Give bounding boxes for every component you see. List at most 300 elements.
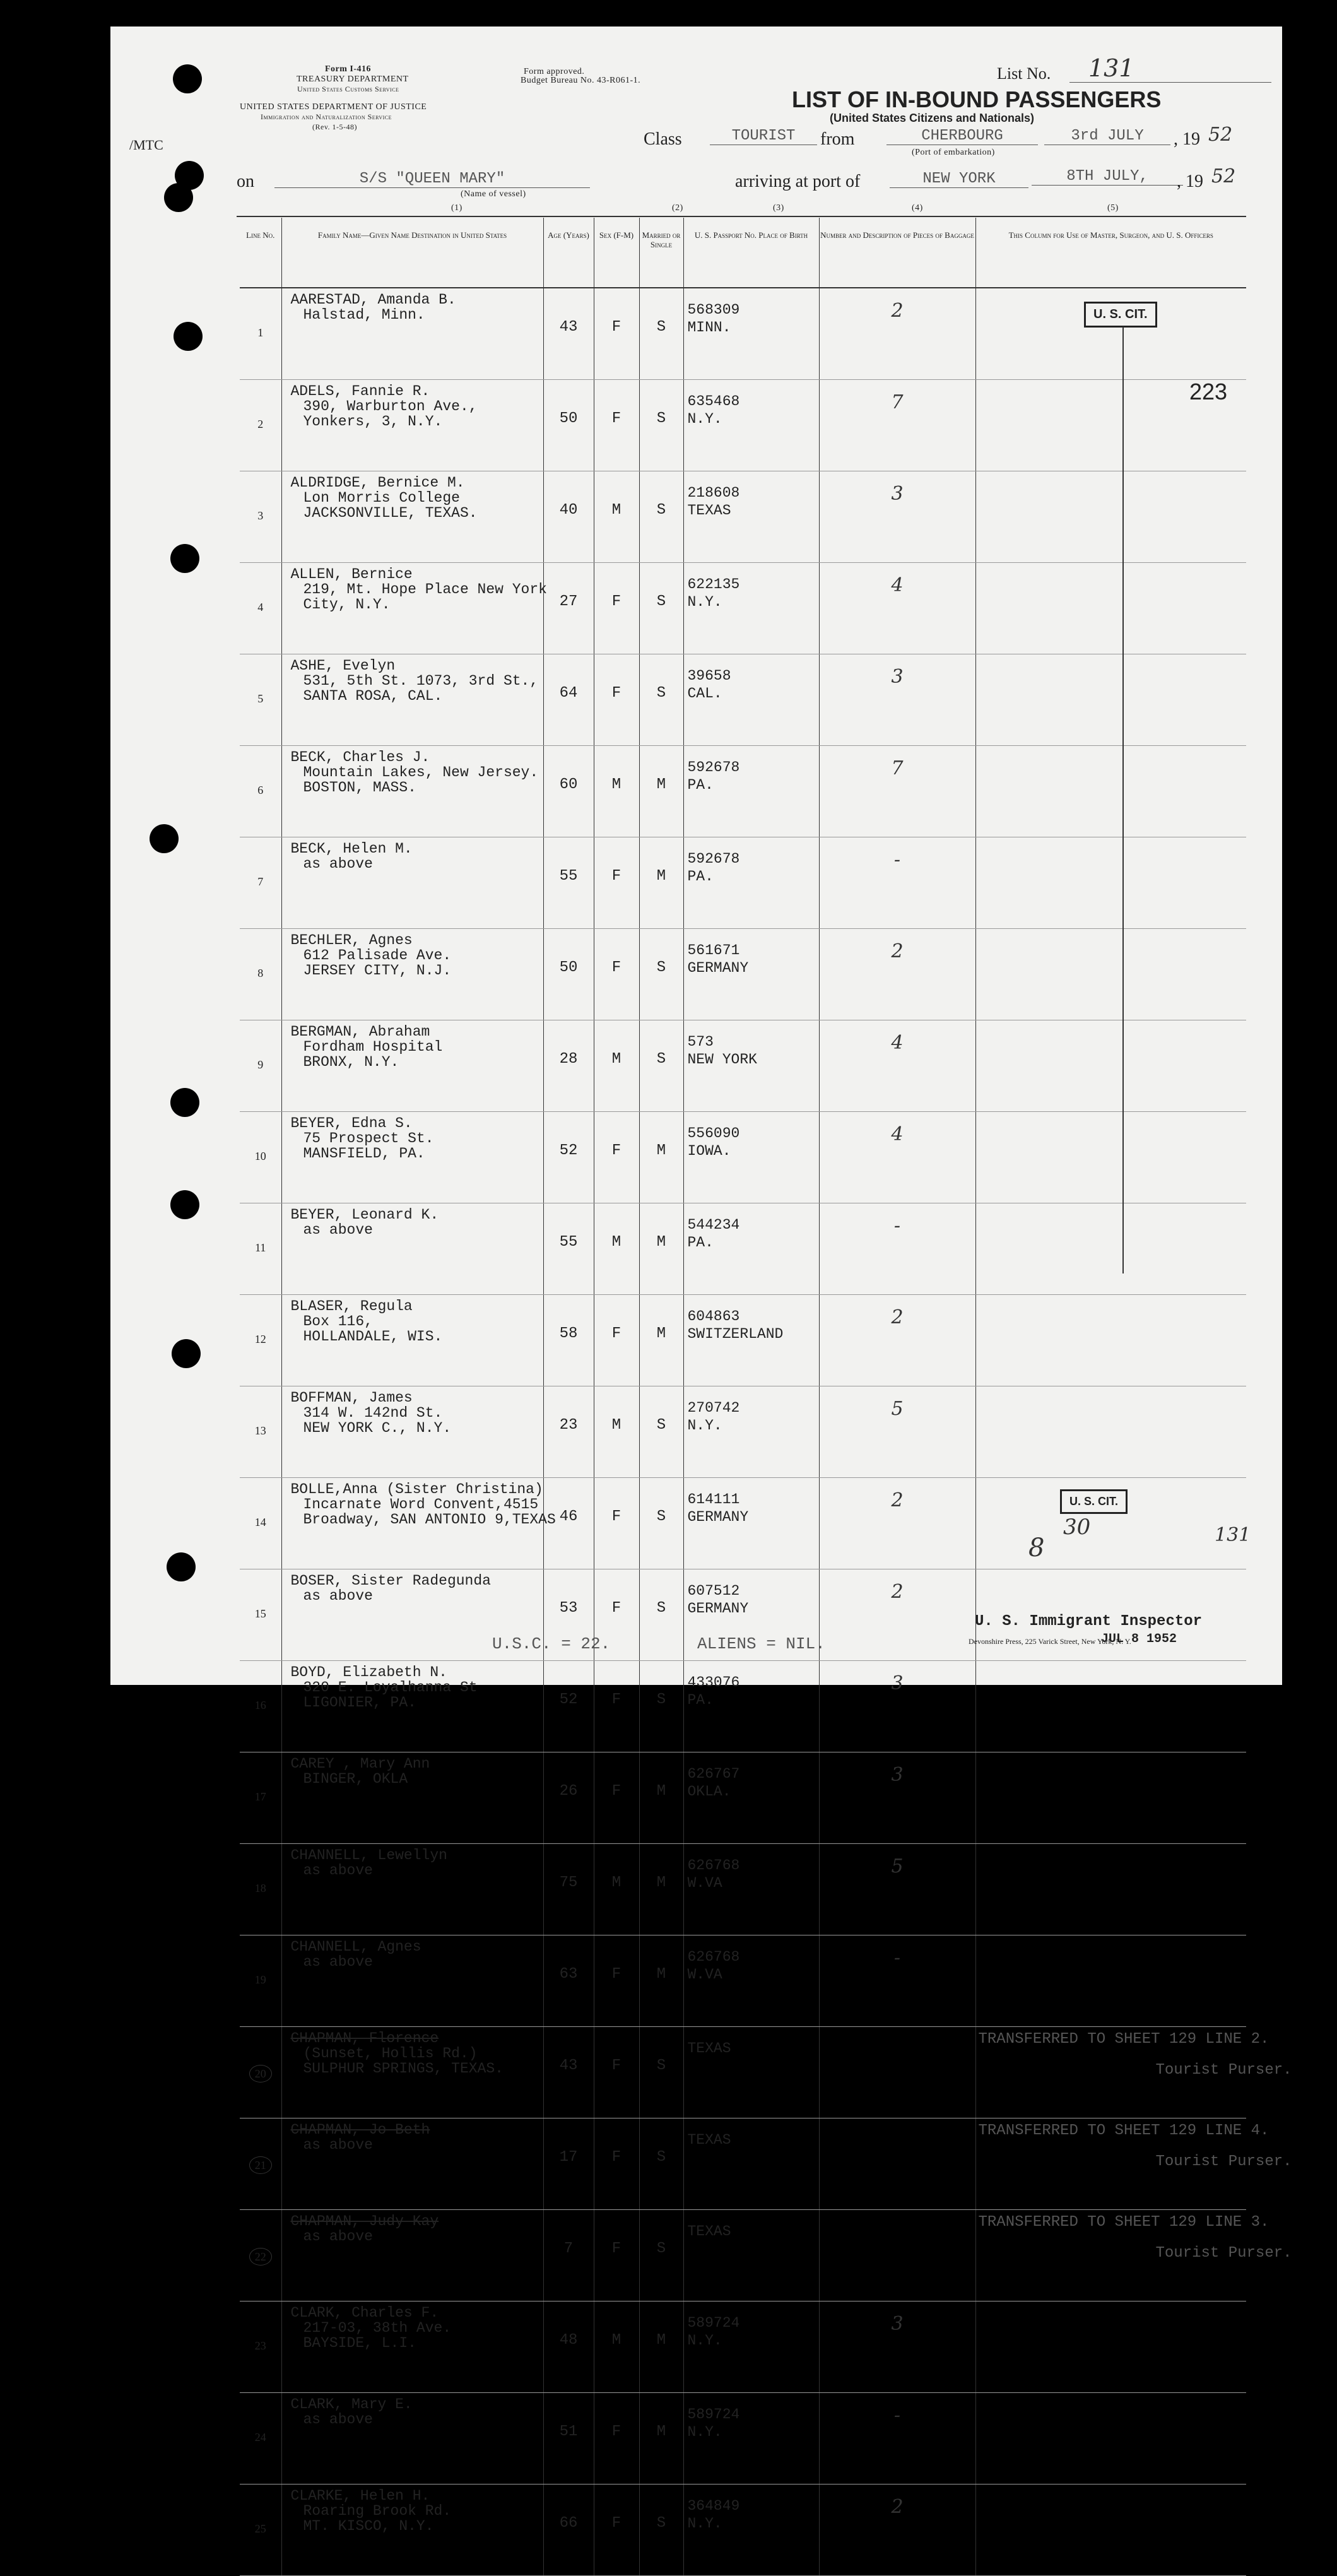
place-of-birth: IOWA. — [687, 1143, 731, 1159]
officers-cell — [975, 1020, 1246, 1112]
line-number: 17 — [254, 1790, 266, 1803]
passport-cell — [683, 1935, 819, 2027]
table-row — [240, 2484, 1246, 2576]
line-number: 7 — [257, 875, 264, 888]
approved-label: Form approved. — [524, 67, 585, 76]
address-line-1: as above — [303, 1862, 373, 1879]
depart-date: 3rd JULY — [1044, 127, 1170, 145]
passenger-name: CAREY , Mary Ann — [290, 1756, 430, 1772]
form-title: LIST OF IN-BOUND PASSENGERS — [792, 86, 1162, 112]
transfer-note: TRANSFERRED TO SHEET 129 LINE 2. — [978, 2031, 1269, 2048]
line-number: 22 — [249, 2248, 272, 2266]
passport-cell — [683, 2210, 819, 2301]
name-cell — [281, 2210, 543, 2301]
col-header-baggage: Number and Description of Pieces of Baggage — [819, 218, 975, 288]
table-row — [240, 471, 1246, 563]
binder-hole — [170, 544, 199, 573]
baggage-cell: - — [819, 1203, 975, 1295]
marital-cell: S — [639, 1478, 683, 1569]
marital-cell: S — [639, 654, 683, 746]
line-cell — [240, 837, 281, 929]
bracket-line — [1122, 327, 1124, 1273]
justice-label: UNITED STATES DEPARTMENT OF JUSTICE — [240, 102, 427, 112]
marital-cell: M — [639, 837, 683, 929]
marital-cell: S — [639, 2210, 683, 2301]
name-cell — [281, 380, 543, 471]
col-header-passport: U. S. Passport No. Place of Birth — [683, 218, 819, 288]
table-row — [240, 2118, 1246, 2210]
table-row — [240, 654, 1246, 746]
baggage-cell: 3 — [819, 471, 975, 563]
line-number: 19 — [254, 1973, 266, 1986]
marital-cell: M — [639, 1203, 683, 1295]
address-line-2: BOSTON, MASS. — [303, 779, 416, 796]
line-number: 10 — [254, 1150, 266, 1162]
table-row — [240, 1935, 1246, 2027]
line-cell — [240, 2027, 281, 2118]
col-num-5: (5) — [1107, 203, 1119, 213]
passport-cell — [683, 2118, 819, 2210]
address-line-2: SULPHUR SPRINGS, TEXAS. — [303, 2060, 504, 2077]
address-line-1: Fordham Hospital — [303, 1039, 443, 1055]
name-cell — [281, 288, 543, 380]
us-citizen-stamp: U. S. CIT. — [1084, 302, 1157, 328]
officers-cell — [975, 471, 1246, 563]
sex-cell: F — [594, 1478, 639, 1569]
passport-cell — [683, 1478, 819, 1569]
age-cell: 28 — [543, 1020, 594, 1112]
line-cell — [240, 2118, 281, 2210]
purser-note: Tourist Purser. — [1155, 2062, 1292, 2079]
sex-cell: F — [594, 380, 639, 471]
marital-cell: S — [639, 1569, 683, 1661]
jul-date-stamp: JUL 8 1952 — [1101, 1632, 1177, 1646]
table-row — [240, 1112, 1246, 1203]
age-cell: 51 — [543, 2393, 594, 2484]
address-line-1: 612 Palisade Ave. — [303, 947, 452, 964]
officers-cell — [975, 2118, 1292, 2210]
line-cell — [240, 471, 281, 563]
address-line-1: 219, Mt. Hope Place New York — [303, 581, 547, 598]
marital-cell: S — [639, 1386, 683, 1478]
place-of-birth: PA. — [687, 1234, 714, 1251]
name-cell — [281, 1661, 543, 1752]
place-of-birth: N.Y. — [687, 2332, 722, 2349]
address-line-2: Yonkers, 3, N.Y. — [303, 413, 443, 430]
name-cell — [281, 563, 547, 654]
officers-cell — [975, 746, 1246, 837]
place-of-birth: N.Y. — [687, 2515, 722, 2532]
line-number: 3 — [257, 509, 264, 522]
line-number: 2 — [257, 418, 264, 430]
passenger-name: CHAPMAN, Florence — [290, 2030, 439, 2047]
baggage-cell: 3 — [819, 1752, 975, 1844]
age-cell: 50 — [543, 380, 594, 471]
sex-cell: F — [594, 2118, 639, 2210]
table-row — [240, 2027, 1246, 2118]
name-cell — [281, 654, 543, 746]
passport-cell — [683, 471, 819, 563]
age-cell: 52 — [543, 1661, 594, 1752]
marital-cell: S — [639, 1661, 683, 1752]
marital-cell: M — [639, 1112, 683, 1203]
officers-cell — [975, 837, 1246, 929]
address-line-1: Box 116, — [303, 1313, 373, 1330]
marital-cell: M — [639, 1752, 683, 1844]
passport-number: 218608 — [687, 485, 740, 501]
marital-cell: S — [639, 2027, 683, 2118]
place-of-birth: W.VA — [687, 1966, 722, 1983]
baggage-cell — [819, 2210, 975, 2301]
customs-label: United States Customs Service — [297, 85, 399, 93]
from-label: from — [820, 129, 855, 149]
age-cell: 46 — [543, 1478, 594, 1569]
vessel-name: S/S "QUEEN MARY" — [274, 170, 590, 188]
inspector-label: U. S. Immigrant Inspector — [975, 1613, 1203, 1630]
place-of-birth: TEXAS — [687, 2132, 731, 2148]
address-line-1: 217-03, 38th Ave. — [303, 2320, 452, 2336]
sex-cell: F — [594, 2027, 639, 2118]
sex-cell: F — [594, 1661, 639, 1752]
age-cell: 55 — [543, 837, 594, 929]
col-header-sex: Sex (F-M) — [594, 218, 639, 288]
baggage-cell — [819, 2118, 975, 2210]
passport-cell — [683, 1295, 819, 1386]
address-line-1: as above — [303, 1588, 373, 1604]
address-line-2: BINGER, OKLA — [303, 1771, 408, 1787]
place-of-birth: TEXAS — [687, 2040, 731, 2057]
age-cell: 23 — [543, 1386, 594, 1478]
address-line-1: as above — [303, 1222, 373, 1238]
marital-cell: M — [639, 1844, 683, 1935]
footer-aliens: ALIENS = NIL. — [697, 1634, 825, 1653]
sex-cell: F — [594, 563, 639, 654]
line-number: 6 — [257, 784, 264, 796]
age-cell: 75 — [543, 1844, 594, 1935]
passport-number: 364849 — [687, 2498, 740, 2514]
on-label: on — [237, 172, 254, 191]
purser-note: Tourist Purser. — [1155, 2245, 1292, 2262]
name-cell — [281, 837, 543, 929]
line-number: 12 — [254, 1333, 266, 1345]
baggage-cell: 5 — [819, 1386, 975, 1478]
address-line-1: Mountain Lakes, New Jersey. — [303, 764, 539, 781]
age-cell: 7 — [543, 2210, 594, 2301]
age-cell: 60 — [543, 746, 594, 837]
name-cell — [281, 471, 543, 563]
line-number: 1 — [257, 326, 264, 339]
table-row — [240, 2210, 1246, 2301]
passenger-name: CLARK, Charles F. — [290, 2305, 439, 2321]
name-cell — [281, 1203, 543, 1295]
marital-cell: S — [639, 288, 683, 380]
sex-cell: F — [594, 2484, 639, 2576]
passport-number: 622135 — [687, 576, 740, 593]
address-line-1: 390, Warburton Ave., — [303, 398, 478, 415]
passenger-name: BECK, Charles J. — [290, 749, 430, 765]
passport-number: 626768 — [687, 1857, 740, 1874]
marital-cell: M — [639, 746, 683, 837]
address-line-2: Broadway, SAN ANTONIO 9,TEXAS — [303, 1511, 556, 1528]
address-line-1: as above — [303, 2411, 373, 2428]
baggage-cell: - — [819, 837, 975, 929]
sex-cell: M — [594, 1020, 639, 1112]
name-cell — [281, 2393, 543, 2484]
address-line-2: JACKSONVILLE, TEXAS. — [303, 505, 478, 521]
passenger-name: CHAPMAN, Jo Beth — [290, 2122, 430, 2138]
binder-hole — [172, 1339, 201, 1368]
passenger-name: ASHE, Evelyn — [290, 658, 396, 674]
line-cell — [240, 1112, 281, 1203]
purser-note: Tourist Purser. — [1155, 2153, 1292, 2170]
baggage-cell: 2 — [819, 1295, 975, 1386]
ins-label: Immigration and Naturalization Service — [261, 112, 392, 121]
table-row — [240, 1203, 1246, 1295]
address-line-2: MT. KISCO, N.Y. — [303, 2518, 434, 2534]
passport-cell — [683, 2301, 819, 2393]
passport-number: 604863 — [687, 1308, 740, 1325]
col-header-married: Married or Single — [639, 218, 683, 288]
passport-number: 626767 — [687, 1766, 740, 1782]
line-number: 20 — [249, 2065, 272, 2083]
line-cell — [240, 380, 281, 471]
list-no-label: List No. — [997, 64, 1051, 83]
baggage-cell: 7 — [819, 746, 975, 837]
line-number: 13 — [254, 1424, 266, 1437]
line-cell — [240, 1661, 281, 1752]
passenger-name: CHANNELL, Agnes — [290, 1939, 421, 1955]
table-row — [240, 563, 1246, 654]
line-cell — [240, 2210, 281, 2301]
name-cell — [281, 746, 543, 837]
baggage-cell: 2 — [819, 2484, 975, 2576]
line-number: 4 — [257, 601, 264, 613]
passenger-name: BOSER, Sister Radegunda — [290, 1573, 491, 1589]
passenger-name: BLASER, Regula — [290, 1298, 413, 1315]
col-num-4: (4) — [912, 203, 923, 213]
name-cell — [281, 2027, 543, 2118]
table-row — [240, 1295, 1246, 1386]
passport-cell — [683, 1020, 819, 1112]
col-num-3: (3) — [773, 203, 784, 213]
address-line-1: 75 Prospect St. — [303, 1130, 434, 1147]
sex-cell: M — [594, 471, 639, 563]
baggage-cell: - — [819, 2393, 975, 2484]
binder-hole — [164, 183, 193, 212]
count-223: 223 — [1189, 379, 1228, 405]
baggage-cell: 4 — [819, 1020, 975, 1112]
passport-cell — [683, 1752, 819, 1844]
address-line-2: JERSEY CITY, N.J. — [303, 962, 452, 979]
place-of-birth: TEXAS — [687, 502, 731, 519]
sex-cell: M — [594, 746, 639, 837]
marital-cell: S — [639, 380, 683, 471]
table-row — [240, 2301, 1246, 2393]
officers-cell — [975, 2484, 1246, 2576]
passenger-name: CHANNELL, Lewellyn — [290, 1847, 447, 1864]
arrival-date: 8TH JULY, — [1032, 168, 1183, 186]
place-of-birth: TEXAS — [687, 2223, 731, 2240]
age-cell: 63 — [543, 1935, 594, 2027]
address-line-1: 314 W. 142nd St. — [303, 1405, 443, 1421]
passport-number: 556090 — [687, 1125, 740, 1142]
age-cell: 58 — [543, 1295, 594, 1386]
line-number: 11 — [255, 1241, 266, 1254]
name-cell — [281, 929, 543, 1020]
passport-cell — [683, 1844, 819, 1935]
marital-cell: M — [639, 2301, 683, 2393]
marital-cell: S — [639, 563, 683, 654]
depart-year-prefix: , 19 — [1174, 129, 1200, 149]
transfer-note: TRANSFERRED TO SHEET 129 LINE 3. — [978, 2214, 1269, 2231]
line-number: 9 — [257, 1058, 264, 1071]
sex-cell: M — [594, 1203, 639, 1295]
place-of-birth: CAL. — [687, 685, 722, 702]
officers-cell — [975, 1844, 1246, 1935]
passport-cell — [683, 654, 819, 746]
passenger-table — [240, 218, 1292, 2576]
place-of-birth: NEW YORK — [687, 1051, 757, 1068]
line-cell — [240, 1935, 281, 2027]
hand-30: 30 — [1063, 1515, 1091, 1540]
sex-cell: F — [594, 654, 639, 746]
name-cell — [281, 2484, 543, 2576]
table-row — [240, 1752, 1246, 1844]
marital-cell: M — [639, 1935, 683, 2027]
age-cell: 48 — [543, 2301, 594, 2393]
line-number: 21 — [249, 2156, 272, 2174]
col-header-name: Family Name—Given Name Destination in United States — [281, 218, 543, 288]
line-cell — [240, 288, 281, 380]
arrival-port: NEW YORK — [890, 170, 1028, 188]
line-cell — [240, 1569, 281, 1661]
address-line-1: Halstad, Minn. — [303, 307, 425, 323]
line-cell — [240, 1386, 281, 1478]
sex-cell: M — [594, 2301, 639, 2393]
place-of-birth: N.Y. — [687, 594, 722, 610]
sex-cell: M — [594, 1844, 639, 1935]
name-cell — [281, 1935, 543, 2027]
passport-number: 39658 — [687, 668, 731, 684]
address-line-1: as above — [303, 1954, 373, 1970]
passport-number: 573 — [687, 1034, 714, 1050]
age-cell: 66 — [543, 2484, 594, 2576]
age-cell: 27 — [543, 563, 594, 654]
officers-cell — [975, 1752, 1246, 1844]
passport-number: 592678 — [687, 759, 740, 776]
binder-hole — [167, 1552, 196, 1581]
line-cell — [240, 2393, 281, 2484]
officers-cell — [975, 1661, 1246, 1752]
rev-label: (Rev. 1-5-48) — [312, 122, 358, 131]
passenger-name: BECK, Helen M. — [290, 841, 413, 857]
age-cell: 53 — [543, 1569, 594, 1661]
name-cell — [281, 1295, 543, 1386]
passport-number: 635468 — [687, 393, 740, 410]
passport-cell — [683, 2484, 819, 2576]
name-cell — [281, 2301, 543, 2393]
passenger-name: BOLLE,Anna (Sister Christina) — [290, 1481, 543, 1498]
col-num-1: (1) — [451, 203, 462, 213]
place-of-birth: N.Y. — [687, 411, 722, 427]
us-citizen-stamp-2: U. S. CIT. — [1060, 1489, 1128, 1514]
form-number: Form I-416 — [325, 64, 372, 74]
binder-hole — [173, 64, 202, 93]
hand-8: 8 — [1028, 1533, 1045, 1563]
sex-cell: F — [594, 2393, 639, 2484]
sex-cell: F — [594, 288, 639, 380]
officers-cell — [975, 563, 1246, 654]
age-cell: 55 — [543, 1203, 594, 1295]
table-row — [240, 1386, 1246, 1478]
passport-cell — [683, 746, 819, 837]
passport-cell — [683, 929, 819, 1020]
place-of-birth: W.VA — [687, 1875, 722, 1891]
sex-cell: F — [594, 1569, 639, 1661]
line-number: 24 — [254, 2431, 266, 2443]
baggage-cell: 2 — [819, 1569, 975, 1661]
place-of-birth: MINN. — [687, 319, 731, 336]
address-line-1: as above — [303, 2137, 373, 2153]
passenger-name: BEYER, Leonard K. — [290, 1207, 439, 1223]
budget-label: Budget Bureau No. 43-R061-1. — [521, 76, 641, 85]
line-cell — [240, 563, 281, 654]
sex-cell: F — [594, 2210, 639, 2301]
age-cell: 50 — [543, 929, 594, 1020]
list-number: 131 — [1069, 54, 1271, 83]
passenger-name: BEYER, Edna S. — [290, 1115, 413, 1131]
passport-number: 607512 — [687, 1583, 740, 1599]
baggage-cell: 4 — [819, 1112, 975, 1203]
address-line-1: Roaring Brook Rd. — [303, 2503, 452, 2519]
table-row — [240, 746, 1246, 837]
passport-number: 433076 — [687, 1674, 740, 1691]
footer-usc: U.S.C. = 22. — [492, 1634, 611, 1653]
passenger-name: CLARK, Mary E. — [290, 2396, 413, 2413]
marital-cell: M — [639, 2393, 683, 2484]
officers-cell — [975, 654, 1246, 746]
passenger-name: BOFFMAN, James — [290, 1390, 413, 1406]
baggage-cell: 7 — [819, 380, 975, 471]
marital-cell: S — [639, 2484, 683, 2576]
table-row — [240, 929, 1246, 1020]
address-line-2: MANSFIELD, PA. — [303, 1145, 425, 1162]
binder-hole — [174, 322, 203, 351]
officers-cell — [975, 2301, 1246, 2393]
margin-note: /MTC — [129, 137, 163, 153]
line-cell — [240, 1844, 281, 1935]
form-subtitle: (United States Citizens and Nationals) — [830, 112, 1035, 124]
line-number: 14 — [254, 1516, 266, 1528]
sex-cell: F — [594, 1295, 639, 1386]
table-row — [240, 2393, 1246, 2484]
passport-cell — [683, 1203, 819, 1295]
passport-number: 614111 — [687, 1491, 740, 1508]
baggage-cell: - — [819, 1935, 975, 2027]
baggage-cell: 2 — [819, 288, 975, 380]
marital-cell: S — [639, 1020, 683, 1112]
binder-hole — [150, 824, 179, 853]
name-cell — [281, 2118, 543, 2210]
passport-number: 592678 — [687, 851, 740, 867]
table-row — [240, 837, 1246, 929]
header-rule — [237, 216, 1246, 217]
officers-cell — [975, 1295, 1246, 1386]
age-cell: 17 — [543, 2118, 594, 2210]
passenger-name: BERGMAN, Abraham — [290, 1024, 430, 1040]
line-cell — [240, 1203, 281, 1295]
treasury-label: TREASURY DEPARTMENT — [297, 74, 409, 84]
